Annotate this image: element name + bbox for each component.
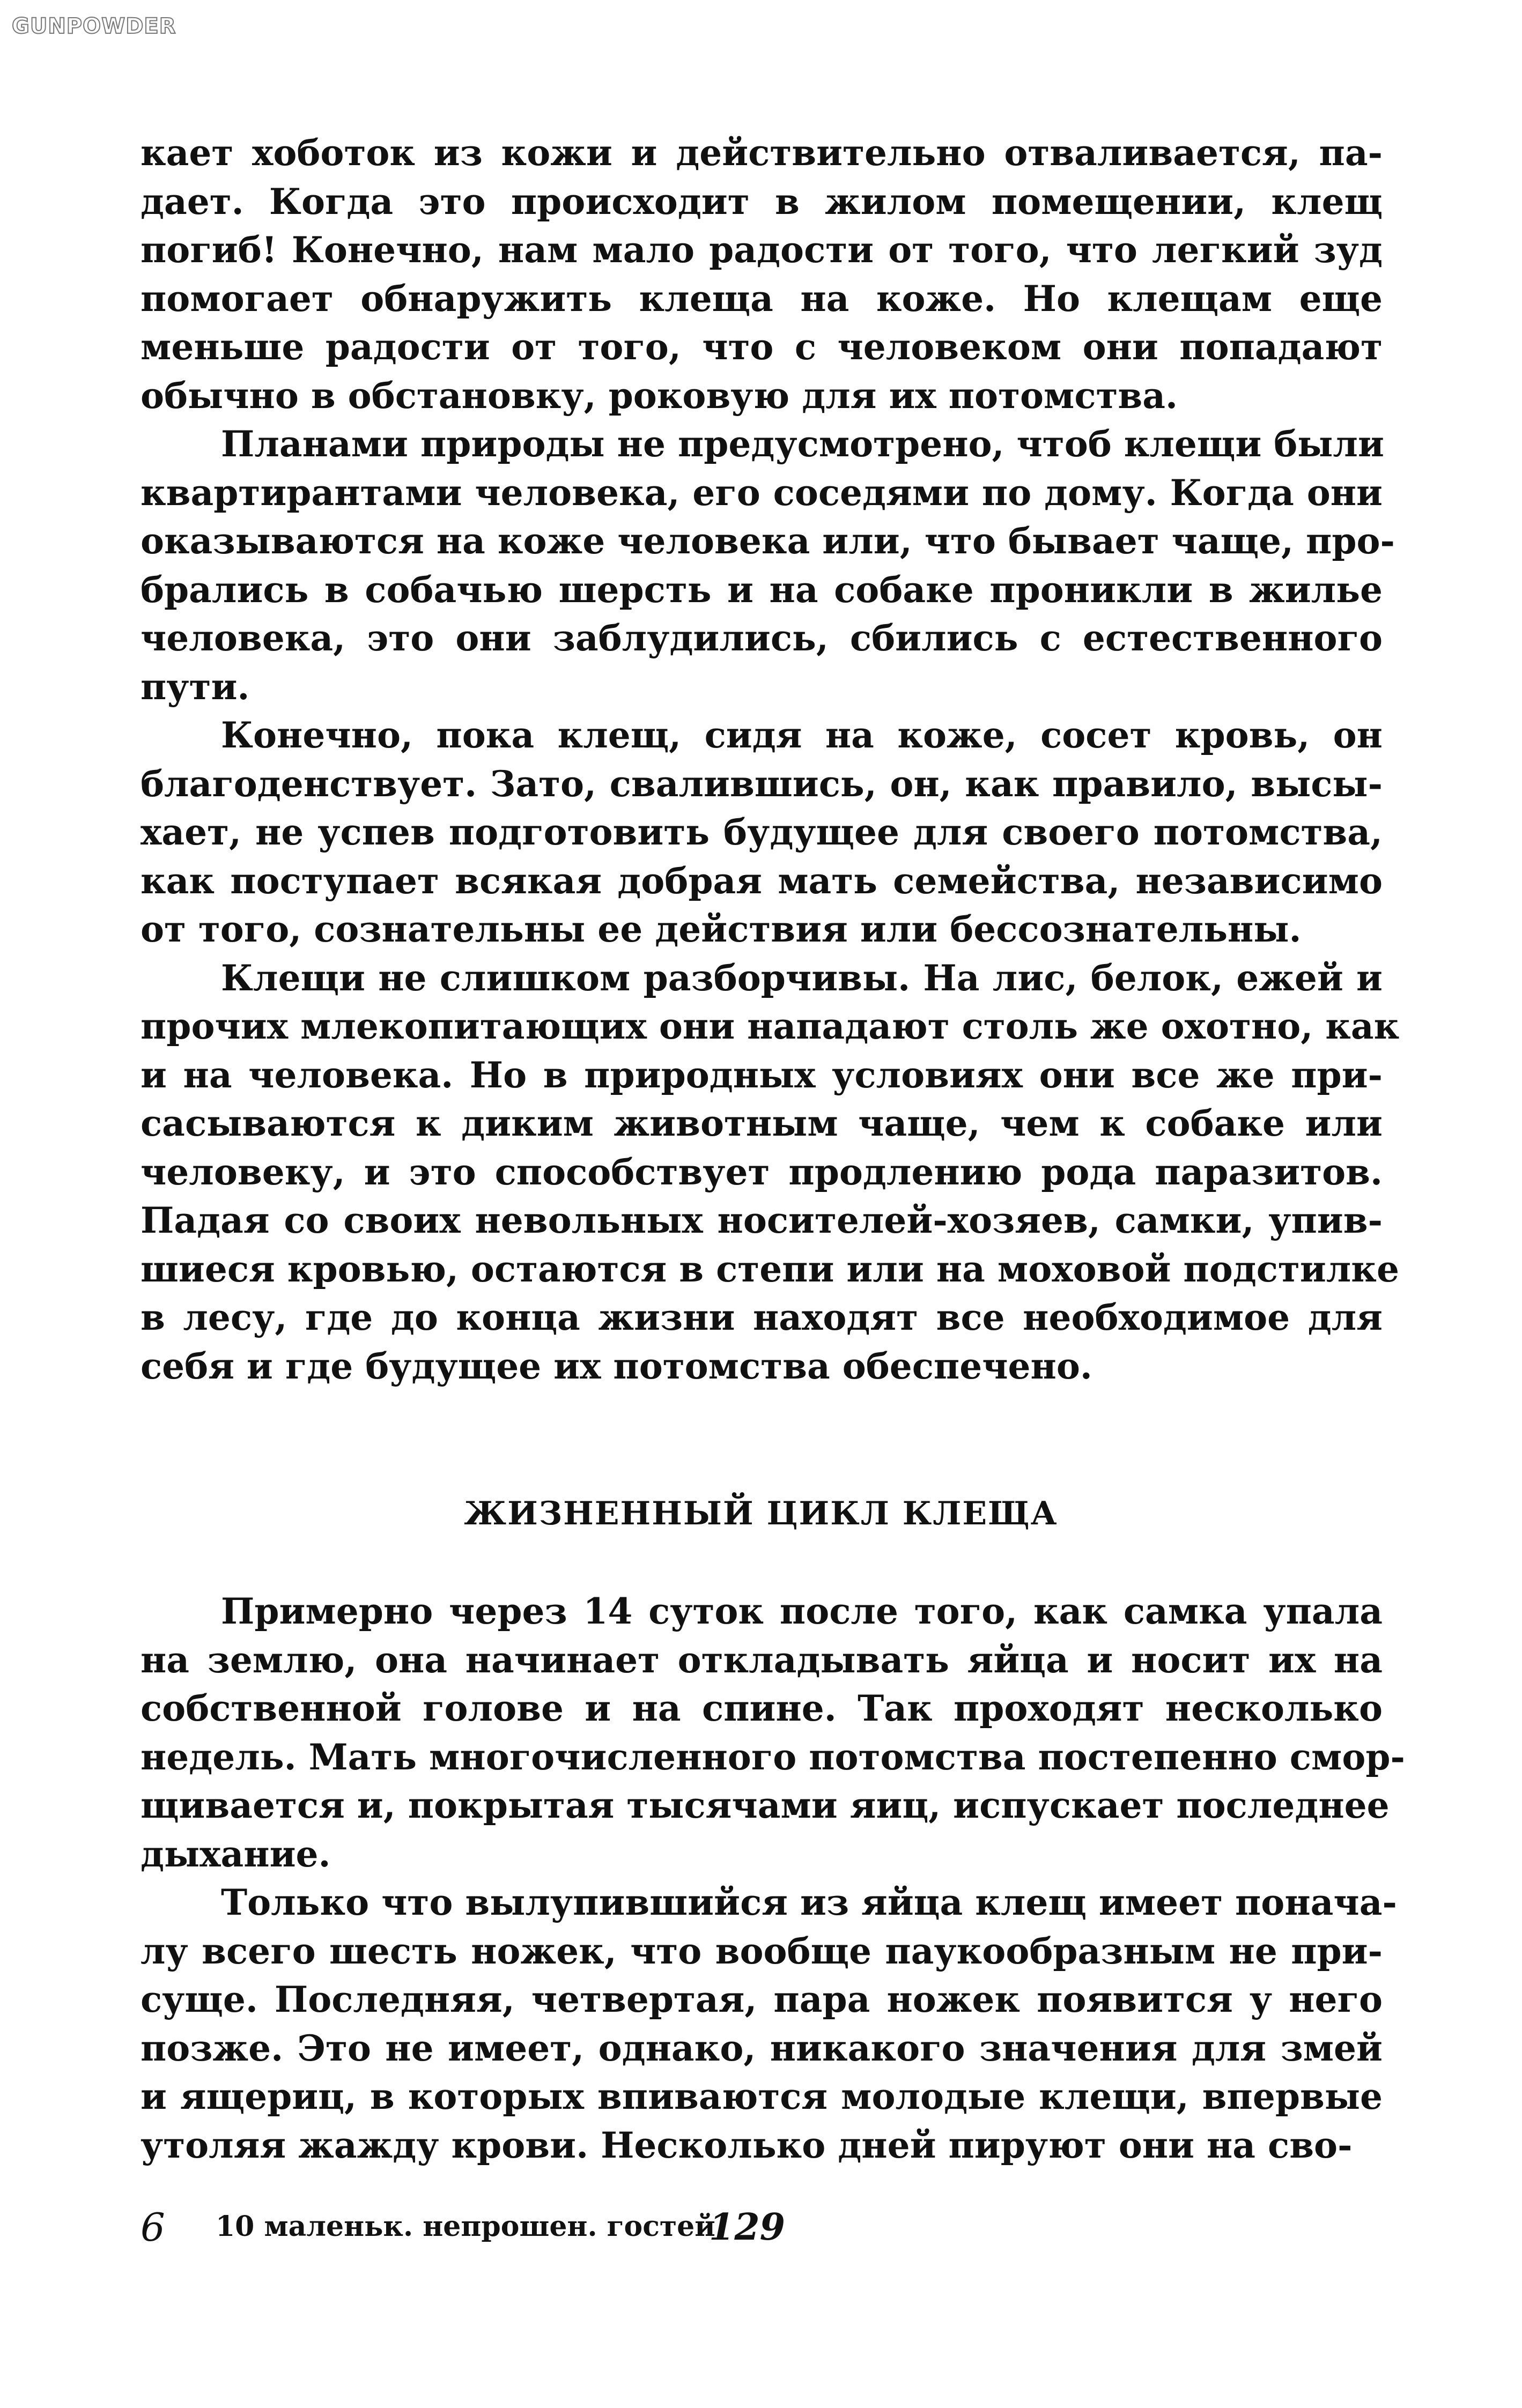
text-line: кает хоботок из кожи и действительно отваливается, па- bbox=[141, 132, 1383, 174]
text-line: Примерно через 14 суток после того, как самка упала bbox=[221, 1590, 1383, 1632]
text-line: Конечно, пока клещ, сидя на коже, сосет кровь, он bbox=[221, 714, 1383, 756]
paragraph bbox=[141, 1587, 1405, 1878]
text-line: дыхание. bbox=[141, 1833, 331, 1875]
chapter-heading: ЖИЗНЕННЫЙ ЦИКЛ КЛЕЩА bbox=[464, 1495, 1058, 1532]
text-line: человека, это они заблудились, сбились с естественного bbox=[141, 617, 1383, 659]
text-line: себя и где будущее их потомства обеспечено. bbox=[141, 1345, 1092, 1387]
text-line: собственной голове и на спине. Так проходят несколько bbox=[141, 1687, 1383, 1729]
paragraph bbox=[141, 129, 1383, 420]
signature-mark: 6 bbox=[141, 2205, 165, 2250]
paragraph bbox=[141, 420, 1395, 711]
paragraph bbox=[141, 711, 1383, 954]
text-line: меньше радости от того, что с человеком они попадают bbox=[141, 326, 1383, 368]
text-line: лу всего шесть ножек, что вообще паукообразным не при- bbox=[141, 1930, 1383, 1972]
text-line: щивается и, покрытая тысячами яиц, испускает последнее bbox=[141, 1784, 1390, 1826]
watermark: GUNPOWDER bbox=[12, 14, 176, 39]
page-number: 129 bbox=[709, 2206, 785, 2249]
text-line: сасываются к диким животным чаще, чем к собаке или bbox=[141, 1102, 1383, 1144]
paragraph bbox=[141, 1878, 1397, 2169]
text-line: шиеся кровью, остаются в степи или на моховой подстилке bbox=[141, 1248, 1399, 1290]
text-line: помогает обнаружить клеща на коже. Но клещам еще bbox=[141, 277, 1383, 320]
text-line: квартирантами человека, его соседями по дому. Когда они bbox=[141, 471, 1383, 514]
text-line: Только что вылупившийся из яйца клещ имеет понача- bbox=[221, 1881, 1397, 1923]
text-line: позже. Это не имеет, однако, никакого значения для змей bbox=[141, 2027, 1383, 2069]
text-line: Клещи не слишком разборчивы. На лис, белок, ежей и bbox=[221, 957, 1383, 999]
text-line: недель. Мать многочисленного потомства постепенно смор- bbox=[141, 1736, 1405, 1778]
text-line: как поступает всякая добрая мать семейства, независимо bbox=[141, 860, 1383, 902]
text-line: Падая со своих невольных носителей-хозяев, самки, упив- bbox=[141, 1199, 1383, 1241]
text-line: благоденствует. Зато, свалившись, он, как правило, высы- bbox=[141, 762, 1383, 805]
text-line: суще. Последняя, четвертая, пара ножек появится у него bbox=[141, 1979, 1383, 2020]
text-line: брались в собачью шерсть и на собаке проникли в жилье bbox=[141, 568, 1383, 611]
text-line: человеку, и это способствует продлению рода паразитов. bbox=[141, 1151, 1383, 1193]
text-line: погиб! Конечно, нам мало радости от того, что легкий зуд bbox=[141, 229, 1383, 271]
text-line: на землю, она начинает откладывать яйца и носит их на bbox=[141, 1639, 1383, 1681]
footer-short-title: 10 маленьк. непрошен. гостей bbox=[216, 2210, 715, 2243]
text-line: обычно в обстановку, роковую для их потомства. bbox=[141, 374, 1178, 417]
text-line: хает, не успев подготовить будущее для своего потомства, bbox=[141, 811, 1383, 853]
section-1-body bbox=[141, 129, 1400, 1390]
text-line: пути. bbox=[141, 665, 250, 708]
text-line: дает. Когда это происходит в жилом помещении, клещ bbox=[141, 180, 1383, 223]
text-line: и ящериц, в которых впиваются молодые клещи, впервые bbox=[141, 2076, 1383, 2117]
section-2-body bbox=[141, 1587, 1405, 2169]
text-line: утоляя жажду крови. Несколько дней пируют они на сво- bbox=[141, 2124, 1353, 2166]
text-line: прочих млекопитающих они нападают столь же охотно, как bbox=[141, 1005, 1400, 1047]
text-line: в лесу, где до конца жизни находят все необходимое для bbox=[141, 1296, 1383, 1338]
text-line: от того, сознательны ее действия или бессознательны. bbox=[141, 908, 1302, 950]
paragraph bbox=[141, 954, 1400, 1391]
text-line: и на человека. Но в природных условиях они все же при- bbox=[141, 1054, 1383, 1096]
text-line: оказываются на коже человека или, что бывает чаще, про- bbox=[141, 520, 1395, 562]
text-line: Планами природы не предусмотрено, чтоб клещи были bbox=[221, 423, 1384, 465]
